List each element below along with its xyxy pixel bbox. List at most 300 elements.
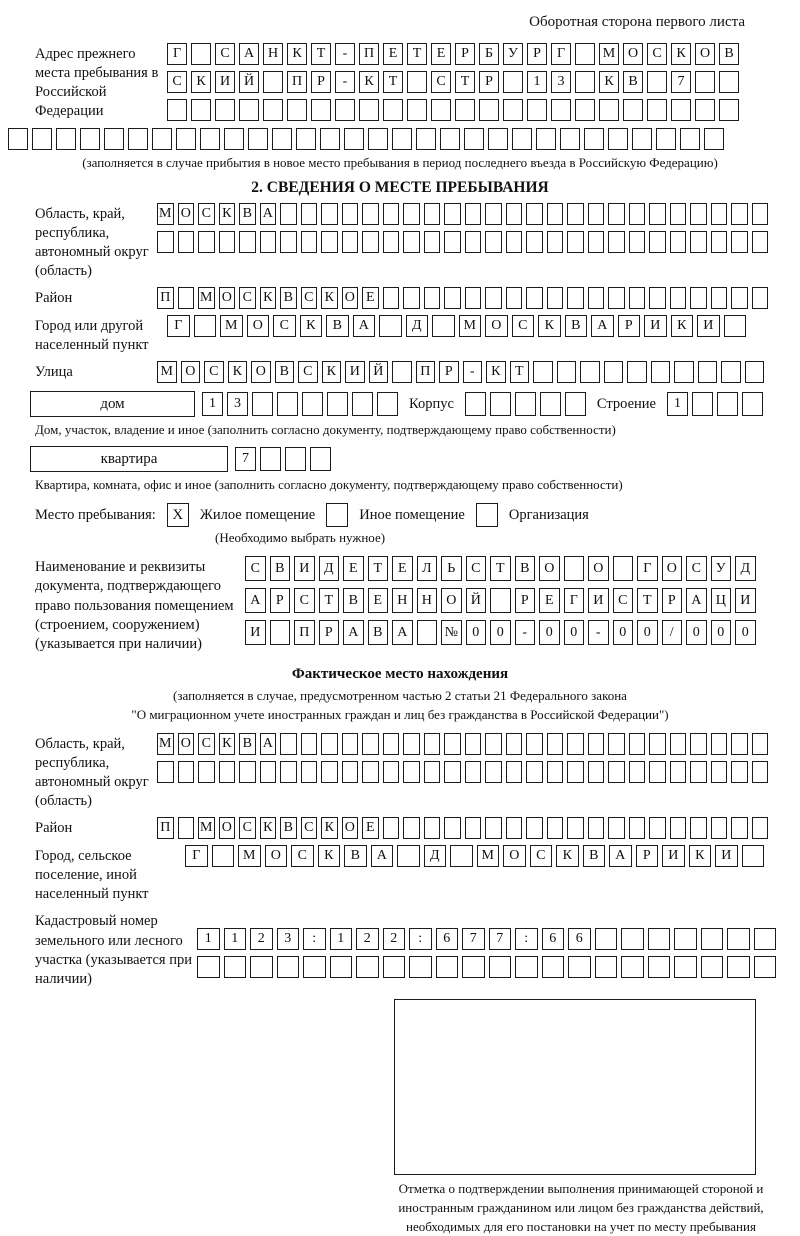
char-cell[interactable]: А bbox=[609, 845, 632, 867]
char-cell-empty[interactable] bbox=[701, 956, 724, 978]
char-cell[interactable]: О bbox=[342, 817, 359, 839]
char-cell-empty[interactable] bbox=[719, 71, 739, 93]
char-cell[interactable]: К bbox=[228, 361, 248, 383]
char-cell[interactable]: К bbox=[599, 71, 619, 93]
char-cell-empty[interactable] bbox=[383, 761, 400, 783]
char-cell[interactable]: Е bbox=[383, 43, 403, 65]
char-cell-empty[interactable] bbox=[280, 203, 297, 225]
char-cell-empty[interactable] bbox=[536, 128, 556, 150]
char-cell-empty[interactable] bbox=[506, 733, 523, 755]
char-cell[interactable]: 3 bbox=[551, 71, 571, 93]
char-cell-empty[interactable] bbox=[656, 128, 676, 150]
char-cell[interactable]: Е bbox=[431, 43, 451, 65]
char-cell-empty[interactable] bbox=[564, 556, 585, 581]
char-cell-empty[interactable] bbox=[727, 956, 750, 978]
char-cell[interactable]: 0 bbox=[539, 620, 560, 645]
char-cell[interactable]: В bbox=[275, 361, 295, 383]
char-cell-empty[interactable] bbox=[503, 99, 523, 121]
char-cell-empty[interactable] bbox=[670, 231, 687, 253]
char-cell-empty[interactable] bbox=[490, 392, 511, 416]
char-cell[interactable]: Н bbox=[263, 43, 283, 65]
char-cell-empty[interactable] bbox=[580, 361, 600, 383]
char-cell[interactable]: № bbox=[441, 620, 462, 645]
char-cell-empty[interactable] bbox=[690, 733, 707, 755]
char-cell-empty[interactable] bbox=[302, 392, 323, 416]
char-cell-empty[interactable] bbox=[285, 447, 306, 471]
char-cell[interactable]: К bbox=[318, 845, 341, 867]
char-cell-empty[interactable] bbox=[670, 761, 687, 783]
char-cell-empty[interactable] bbox=[272, 128, 292, 150]
char-cell-empty[interactable] bbox=[575, 43, 595, 65]
char-cell[interactable]: 6 bbox=[568, 928, 591, 950]
char-cell-empty[interactable] bbox=[157, 761, 174, 783]
char-cell-empty[interactable] bbox=[742, 845, 765, 867]
char-cell-empty[interactable] bbox=[565, 392, 586, 416]
char-cell[interactable]: Е bbox=[362, 287, 379, 309]
char-cell[interactable]: Й bbox=[369, 361, 389, 383]
char-cell-empty[interactable] bbox=[465, 733, 482, 755]
char-cell-empty[interactable] bbox=[711, 761, 728, 783]
char-cell-empty[interactable] bbox=[608, 287, 625, 309]
char-cell[interactable]: К bbox=[556, 845, 579, 867]
char-cell[interactable]: А bbox=[353, 315, 376, 337]
char-cell-empty[interactable] bbox=[547, 203, 564, 225]
char-cell-empty[interactable] bbox=[56, 128, 76, 150]
char-cell-empty[interactable] bbox=[444, 231, 461, 253]
char-cell-empty[interactable] bbox=[397, 845, 420, 867]
char-cell-empty[interactable] bbox=[711, 817, 728, 839]
char-cell-empty[interactable] bbox=[629, 287, 646, 309]
char-cell[interactable]: - bbox=[588, 620, 609, 645]
char-cell[interactable]: К bbox=[321, 287, 338, 309]
char-cell[interactable]: П bbox=[157, 287, 174, 309]
char-cell-empty[interactable] bbox=[377, 392, 398, 416]
char-cell-empty[interactable] bbox=[321, 203, 338, 225]
char-cell-empty[interactable] bbox=[629, 203, 646, 225]
char-cell[interactable]: Б bbox=[479, 43, 499, 65]
char-cell[interactable]: И bbox=[294, 556, 315, 581]
char-cell[interactable]: Е bbox=[362, 817, 379, 839]
char-cell-empty[interactable] bbox=[627, 361, 647, 383]
char-cell-empty[interactable] bbox=[263, 99, 283, 121]
char-cell-empty[interactable] bbox=[690, 203, 707, 225]
char-cell-empty[interactable] bbox=[526, 733, 543, 755]
char-cell-empty[interactable] bbox=[595, 956, 618, 978]
char-cell-empty[interactable] bbox=[588, 761, 605, 783]
char-cell-empty[interactable] bbox=[219, 231, 236, 253]
char-cell[interactable]: С bbox=[291, 845, 314, 867]
char-cell-empty[interactable] bbox=[407, 71, 427, 93]
char-cell[interactable]: Г bbox=[185, 845, 208, 867]
char-cell[interactable]: К bbox=[191, 71, 211, 93]
char-cell-empty[interactable] bbox=[719, 99, 739, 121]
char-cell-empty[interactable] bbox=[506, 761, 523, 783]
char-cell[interactable]: А bbox=[392, 620, 413, 645]
char-cell-empty[interactable] bbox=[215, 99, 235, 121]
char-cell-empty[interactable] bbox=[178, 231, 195, 253]
char-cell-empty[interactable] bbox=[424, 287, 441, 309]
char-cell[interactable]: О bbox=[342, 287, 359, 309]
char-cell[interactable]: С bbox=[245, 556, 266, 581]
char-cell-empty[interactable] bbox=[575, 99, 595, 121]
char-cell[interactable]: 1 bbox=[224, 928, 247, 950]
char-cell-empty[interactable] bbox=[356, 956, 379, 978]
char-cell[interactable]: О bbox=[695, 43, 715, 65]
char-cell[interactable]: О bbox=[265, 845, 288, 867]
char-cell-empty[interactable] bbox=[599, 99, 619, 121]
char-cell[interactable]: С bbox=[239, 817, 256, 839]
char-cell[interactable]: 7 bbox=[235, 447, 256, 471]
char-cell[interactable]: 7 bbox=[462, 928, 485, 950]
char-cell[interactable]: С bbox=[198, 203, 215, 225]
char-cell-empty[interactable] bbox=[674, 928, 697, 950]
char-cell[interactable]: 1 bbox=[202, 392, 223, 416]
char-cell[interactable]: 0 bbox=[637, 620, 658, 645]
char-cell[interactable]: К bbox=[671, 315, 694, 337]
char-cell[interactable]: С bbox=[647, 43, 667, 65]
char-cell[interactable]: - bbox=[463, 361, 483, 383]
char-cell[interactable]: Т bbox=[311, 43, 331, 65]
char-cell[interactable]: О bbox=[178, 203, 195, 225]
char-cell-empty[interactable] bbox=[219, 761, 236, 783]
char-cell-empty[interactable] bbox=[649, 817, 666, 839]
char-cell-empty[interactable] bbox=[392, 361, 412, 383]
confirmation-stamp-box[interactable] bbox=[394, 999, 756, 1175]
char-cell-empty[interactable] bbox=[742, 392, 763, 416]
char-cell-empty[interactable] bbox=[485, 733, 502, 755]
char-cell-empty[interactable] bbox=[731, 733, 748, 755]
char-cell[interactable]: М bbox=[157, 733, 174, 755]
char-cell[interactable]: О bbox=[181, 361, 201, 383]
char-cell-empty[interactable] bbox=[260, 761, 277, 783]
char-cell-empty[interactable] bbox=[608, 761, 625, 783]
char-cell[interactable]: К bbox=[219, 733, 236, 755]
char-cell[interactable]: В bbox=[280, 817, 297, 839]
char-cell[interactable]: С bbox=[215, 43, 235, 65]
char-cell[interactable]: 1 bbox=[330, 928, 353, 950]
char-cell-empty[interactable] bbox=[721, 361, 741, 383]
char-cell[interactable]: - bbox=[335, 43, 355, 65]
char-cell-empty[interactable] bbox=[409, 956, 432, 978]
char-cell-empty[interactable] bbox=[321, 733, 338, 755]
char-cell-empty[interactable] bbox=[649, 203, 666, 225]
char-cell[interactable]: Й bbox=[466, 588, 487, 613]
char-cell[interactable]: П bbox=[416, 361, 436, 383]
char-cell[interactable]: К bbox=[322, 361, 342, 383]
char-cell-empty[interactable] bbox=[260, 231, 277, 253]
char-cell-empty[interactable] bbox=[403, 203, 420, 225]
char-cell[interactable]: О bbox=[503, 845, 526, 867]
char-cell-empty[interactable] bbox=[526, 287, 543, 309]
char-cell-empty[interactable] bbox=[608, 817, 625, 839]
char-cell[interactable]: В bbox=[515, 556, 536, 581]
char-cell[interactable]: С bbox=[294, 588, 315, 613]
char-cell[interactable]: М bbox=[198, 287, 215, 309]
char-cell[interactable]: О bbox=[588, 556, 609, 581]
char-cell[interactable]: Р bbox=[479, 71, 499, 93]
char-cell[interactable]: О bbox=[485, 315, 508, 337]
char-cell-empty[interactable] bbox=[392, 128, 412, 150]
char-cell-empty[interactable] bbox=[567, 817, 584, 839]
char-cell[interactable]: О bbox=[219, 817, 236, 839]
char-cell[interactable]: С bbox=[431, 71, 451, 93]
char-cell-empty[interactable] bbox=[212, 845, 235, 867]
char-cell-empty[interactable] bbox=[465, 203, 482, 225]
char-cell-empty[interactable] bbox=[512, 128, 532, 150]
char-cell-empty[interactable] bbox=[752, 733, 769, 755]
char-cell-empty[interactable] bbox=[575, 71, 595, 93]
char-cell-empty[interactable] bbox=[239, 761, 256, 783]
char-cell-empty[interactable] bbox=[403, 287, 420, 309]
char-cell-empty[interactable] bbox=[506, 231, 523, 253]
char-cell[interactable]: А bbox=[245, 588, 266, 613]
char-cell-empty[interactable] bbox=[485, 287, 502, 309]
char-cell[interactable]: М bbox=[220, 315, 243, 337]
char-cell-empty[interactable] bbox=[527, 99, 547, 121]
char-cell-empty[interactable] bbox=[416, 128, 436, 150]
char-cell-empty[interactable] bbox=[455, 99, 475, 121]
char-cell-empty[interactable] bbox=[489, 956, 512, 978]
char-cell[interactable]: С bbox=[512, 315, 535, 337]
char-cell[interactable]: Н bbox=[392, 588, 413, 613]
char-cell[interactable]: 6 bbox=[542, 928, 565, 950]
char-cell-empty[interactable] bbox=[567, 203, 584, 225]
char-cell-empty[interactable] bbox=[465, 817, 482, 839]
char-cell[interactable]: А bbox=[239, 43, 259, 65]
char-cell-empty[interactable] bbox=[239, 231, 256, 253]
stay-type-checkbox-organization[interactable] bbox=[476, 503, 498, 527]
char-cell-empty[interactable] bbox=[588, 733, 605, 755]
char-cell[interactable]: О bbox=[623, 43, 643, 65]
char-cell[interactable]: Е bbox=[392, 556, 413, 581]
char-cell-empty[interactable] bbox=[342, 231, 359, 253]
char-cell[interactable]: Р bbox=[319, 620, 340, 645]
char-cell-empty[interactable] bbox=[424, 817, 441, 839]
char-cell[interactable]: 2 bbox=[250, 928, 273, 950]
char-cell[interactable]: 1 bbox=[527, 71, 547, 93]
char-cell-empty[interactable] bbox=[311, 99, 331, 121]
char-cell-empty[interactable] bbox=[506, 817, 523, 839]
char-cell-empty[interactable] bbox=[383, 231, 400, 253]
char-cell-empty[interactable] bbox=[485, 817, 502, 839]
char-cell-empty[interactable] bbox=[701, 928, 724, 950]
char-cell-empty[interactable] bbox=[320, 128, 340, 150]
char-cell[interactable]: Ь bbox=[441, 556, 462, 581]
char-cell-empty[interactable] bbox=[526, 203, 543, 225]
char-cell-empty[interactable] bbox=[745, 361, 765, 383]
char-cell-empty[interactable] bbox=[629, 761, 646, 783]
char-cell-empty[interactable] bbox=[224, 956, 247, 978]
char-cell-empty[interactable] bbox=[362, 761, 379, 783]
char-cell-empty[interactable] bbox=[547, 231, 564, 253]
char-cell-empty[interactable] bbox=[568, 956, 591, 978]
char-cell-empty[interactable] bbox=[526, 817, 543, 839]
char-cell[interactable]: Е bbox=[539, 588, 560, 613]
char-cell-empty[interactable] bbox=[695, 99, 715, 121]
char-cell[interactable]: Т bbox=[368, 556, 389, 581]
char-cell-empty[interactable] bbox=[649, 231, 666, 253]
char-cell-empty[interactable] bbox=[8, 128, 28, 150]
char-cell-empty[interactable] bbox=[403, 733, 420, 755]
char-cell-empty[interactable] bbox=[465, 231, 482, 253]
char-cell[interactable]: К bbox=[671, 43, 691, 65]
char-cell[interactable]: А bbox=[371, 845, 394, 867]
char-cell-empty[interactable] bbox=[490, 588, 511, 613]
char-cell-empty[interactable] bbox=[567, 231, 584, 253]
char-cell[interactable]: И bbox=[697, 315, 720, 337]
char-cell-empty[interactable] bbox=[608, 203, 625, 225]
char-cell[interactable]: В bbox=[719, 43, 739, 65]
char-cell[interactable]: С bbox=[298, 361, 318, 383]
char-cell-empty[interactable] bbox=[670, 203, 687, 225]
char-cell[interactable]: С bbox=[204, 361, 224, 383]
char-cell[interactable]: Т bbox=[510, 361, 530, 383]
char-cell[interactable]: И bbox=[588, 588, 609, 613]
char-cell-empty[interactable] bbox=[506, 287, 523, 309]
char-cell-empty[interactable] bbox=[670, 287, 687, 309]
char-cell[interactable]: И bbox=[245, 620, 266, 645]
char-cell-empty[interactable] bbox=[321, 761, 338, 783]
char-cell[interactable]: Р bbox=[636, 845, 659, 867]
char-cell-empty[interactable] bbox=[424, 203, 441, 225]
char-cell[interactable]: В bbox=[344, 845, 367, 867]
char-cell-empty[interactable] bbox=[479, 99, 499, 121]
char-cell-empty[interactable] bbox=[727, 928, 750, 950]
char-cell-empty[interactable] bbox=[280, 231, 297, 253]
char-cell[interactable]: И bbox=[215, 71, 235, 93]
char-cell[interactable]: Д bbox=[424, 845, 447, 867]
char-cell[interactable]: М bbox=[198, 817, 215, 839]
char-cell[interactable]: 7 bbox=[671, 71, 691, 93]
char-cell[interactable]: Р bbox=[455, 43, 475, 65]
char-cell[interactable]: С bbox=[273, 315, 296, 337]
char-cell-empty[interactable] bbox=[567, 733, 584, 755]
char-cell-empty[interactable] bbox=[649, 733, 666, 755]
char-cell-empty[interactable] bbox=[383, 287, 400, 309]
char-cell[interactable]: Н bbox=[417, 588, 438, 613]
char-cell-empty[interactable] bbox=[424, 733, 441, 755]
char-cell-empty[interactable] bbox=[403, 231, 420, 253]
char-cell-empty[interactable] bbox=[588, 287, 605, 309]
char-cell[interactable]: Р bbox=[662, 588, 683, 613]
char-cell-empty[interactable] bbox=[629, 817, 646, 839]
char-cell-empty[interactable] bbox=[649, 761, 666, 783]
char-cell[interactable]: В bbox=[368, 620, 389, 645]
char-cell[interactable]: 0 bbox=[564, 620, 585, 645]
char-cell-empty[interactable] bbox=[465, 287, 482, 309]
char-cell[interactable]: П bbox=[294, 620, 315, 645]
char-cell[interactable]: Р bbox=[527, 43, 547, 65]
char-cell[interactable]: С bbox=[466, 556, 487, 581]
house-field-box[interactable]: дом bbox=[30, 391, 195, 417]
char-cell[interactable]: М bbox=[238, 845, 261, 867]
char-cell[interactable]: Ц bbox=[711, 588, 732, 613]
char-cell[interactable]: 3 bbox=[227, 392, 248, 416]
char-cell-empty[interactable] bbox=[450, 845, 473, 867]
char-cell[interactable]: К bbox=[219, 203, 236, 225]
char-cell-empty[interactable] bbox=[250, 956, 273, 978]
char-cell[interactable]: 2 bbox=[383, 928, 406, 950]
char-cell-empty[interactable] bbox=[296, 128, 316, 150]
char-cell-empty[interactable] bbox=[178, 761, 195, 783]
char-cell[interactable]: Р bbox=[311, 71, 331, 93]
char-cell-empty[interactable] bbox=[608, 733, 625, 755]
char-cell-empty[interactable] bbox=[604, 361, 624, 383]
char-cell[interactable]: Г bbox=[167, 315, 190, 337]
char-cell-empty[interactable] bbox=[690, 287, 707, 309]
char-cell-empty[interactable] bbox=[263, 71, 283, 93]
char-cell[interactable]: О bbox=[247, 315, 270, 337]
char-cell-empty[interactable] bbox=[191, 99, 211, 121]
char-cell-empty[interactable] bbox=[335, 99, 355, 121]
char-cell[interactable]: К bbox=[300, 315, 323, 337]
char-cell-empty[interactable] bbox=[731, 203, 748, 225]
char-cell-empty[interactable] bbox=[403, 817, 420, 839]
char-cell-empty[interactable] bbox=[403, 761, 420, 783]
char-cell-empty[interactable] bbox=[444, 761, 461, 783]
char-cell-empty[interactable] bbox=[690, 761, 707, 783]
char-cell-empty[interactable] bbox=[342, 203, 359, 225]
char-cell-empty[interactable] bbox=[431, 99, 451, 121]
char-cell[interactable]: В bbox=[270, 556, 291, 581]
char-cell[interactable]: 7 bbox=[489, 928, 512, 950]
char-cell-empty[interactable] bbox=[752, 817, 769, 839]
char-cell[interactable]: Р bbox=[515, 588, 536, 613]
char-cell-empty[interactable] bbox=[462, 956, 485, 978]
char-cell-empty[interactable] bbox=[485, 203, 502, 225]
char-cell-empty[interactable] bbox=[515, 956, 538, 978]
char-cell[interactable]: К bbox=[359, 71, 379, 93]
char-cell[interactable]: Г bbox=[551, 43, 571, 65]
char-cell-empty[interactable] bbox=[379, 315, 402, 337]
char-cell[interactable]: И bbox=[662, 845, 685, 867]
char-cell[interactable]: К bbox=[538, 315, 561, 337]
char-cell[interactable]: В bbox=[583, 845, 606, 867]
char-cell-empty[interactable] bbox=[362, 733, 379, 755]
char-cell[interactable]: А bbox=[686, 588, 707, 613]
char-cell[interactable]: Т bbox=[407, 43, 427, 65]
char-cell[interactable]: 2 bbox=[356, 928, 379, 950]
char-cell-empty[interactable] bbox=[754, 956, 777, 978]
char-cell-empty[interactable] bbox=[80, 128, 100, 150]
char-cell-empty[interactable] bbox=[567, 761, 584, 783]
char-cell[interactable]: 0 bbox=[466, 620, 487, 645]
char-cell-empty[interactable] bbox=[465, 761, 482, 783]
char-cell[interactable]: Т bbox=[383, 71, 403, 93]
char-cell-empty[interactable] bbox=[301, 733, 318, 755]
char-cell-empty[interactable] bbox=[526, 761, 543, 783]
char-cell[interactable]: 3 bbox=[277, 928, 300, 950]
char-cell-empty[interactable] bbox=[176, 128, 196, 150]
char-cell-empty[interactable] bbox=[342, 733, 359, 755]
char-cell-empty[interactable] bbox=[731, 231, 748, 253]
char-cell[interactable]: П bbox=[359, 43, 379, 65]
char-cell[interactable]: К bbox=[287, 43, 307, 65]
char-cell-empty[interactable] bbox=[424, 761, 441, 783]
char-cell-empty[interactable] bbox=[717, 392, 738, 416]
char-cell[interactable]: В bbox=[326, 315, 349, 337]
char-cell-empty[interactable] bbox=[547, 817, 564, 839]
char-cell-empty[interactable] bbox=[32, 128, 52, 150]
char-cell-empty[interactable] bbox=[588, 231, 605, 253]
char-cell-empty[interactable] bbox=[198, 231, 215, 253]
char-cell[interactable]: - bbox=[515, 620, 536, 645]
char-cell-empty[interactable] bbox=[239, 99, 259, 121]
char-cell-empty[interactable] bbox=[547, 761, 564, 783]
char-cell-empty[interactable] bbox=[621, 928, 644, 950]
char-cell-empty[interactable] bbox=[674, 956, 697, 978]
char-cell[interactable]: О bbox=[441, 588, 462, 613]
